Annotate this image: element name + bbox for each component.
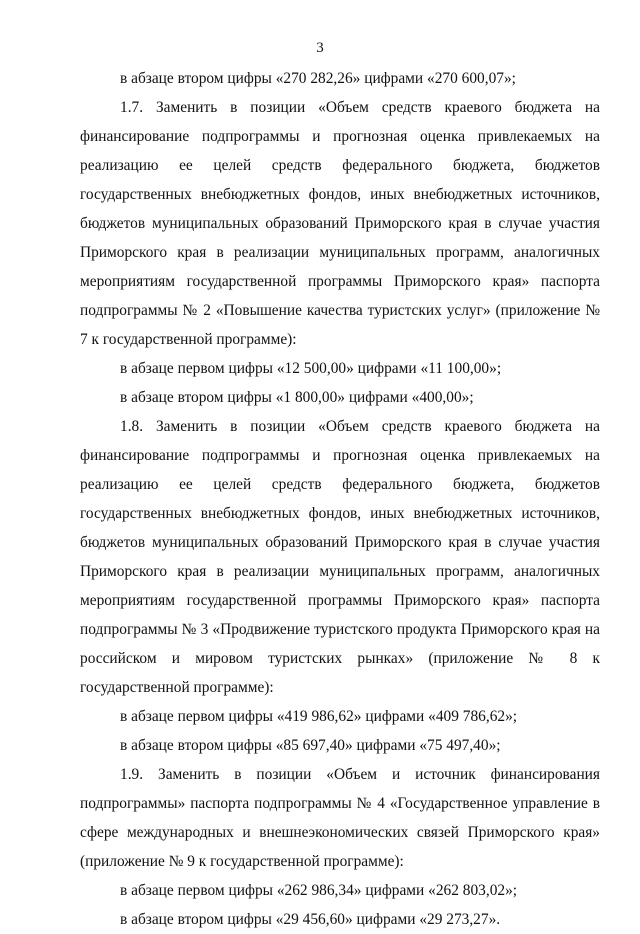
- paragraph-abzac-perviy: в абзаце первом цифры «12 500,00» цифрами «11 100,00»;: [120, 360, 502, 377]
- paragraph-item-1-7: 1.7. Заменить в позиции «Объем средств краевого бюджета на финансирование подпрограммы и прогнозная оценка привлекаемых на реализацию ее целей средств федерального бюджета, бюджетов государственных внебюджетных фондов, иных внебюджетных источников, бюджетов муниципальных образований Приморского края в случае участия Приморского края в реализации муниципальных программ, аналогичных мероприятиям государственной программы Приморского края» паспорта подпрограммы № 2 «Повышение качества туристских услуг» (приложение № 7 к государственной программе):: [80, 99, 600, 348]
- paragraph-abzac-vtoroy: в абзаце втором цифры «85 697,40» цифрами «75 497,40»;: [120, 737, 501, 754]
- paragraph-abzac-perviy: в абзаце первом цифры «419 986,62» цифрами «409 786,62»;: [120, 708, 518, 725]
- paragraph-abzac-vtoroy: в абзаце втором цифры «1 800,00» цифрами «400,00»;: [120, 389, 474, 406]
- page-number: 3: [316, 40, 324, 56]
- paragraph-abzac-vtoroy: в абзаце втором цифры «29 456,60» цифрами «29 273,27».: [120, 911, 501, 928]
- paragraph-item-1-8: 1.8. Заменить в позиции «Объем средств краевого бюджета на финансирование подпрограммы и прогнозная оценка привлекаемых на реализацию ее целей средств федерального бюджета, бюджетов государственных внебюджетных фондов, иных внебюджетных источников, бюджетов муниципальных образований Приморского края в случае участия Приморского края в реализации муниципальных программ, аналогичных мероприятиям государственной программы Приморского края» паспорта подпрограммы № 3 «Продвижение туристского продукта Приморского края на российском и мировом туристских рынках» (приложение № 8 к государственной программе):: [80, 418, 600, 696]
- document-body: [80, 64, 600, 934]
- paragraph-item-1-9: 1.9. Заменить в позиции «Объем и источник финансирования подпрограммы» паспорта подпрограммы № 4 «Государственное управление в сфере международных и внешнеэкономических связей Приморского края» (приложение № 9 к государственной программе):: [80, 766, 600, 870]
- paragraph-abzac-vtoroy: в абзаце втором цифры «270 282,26» цифрами «270 600,07»;: [120, 70, 516, 87]
- paragraph-abzac-perviy: в абзаце первом цифры «262 986,34» цифрами «262 803,02»;: [120, 882, 518, 899]
